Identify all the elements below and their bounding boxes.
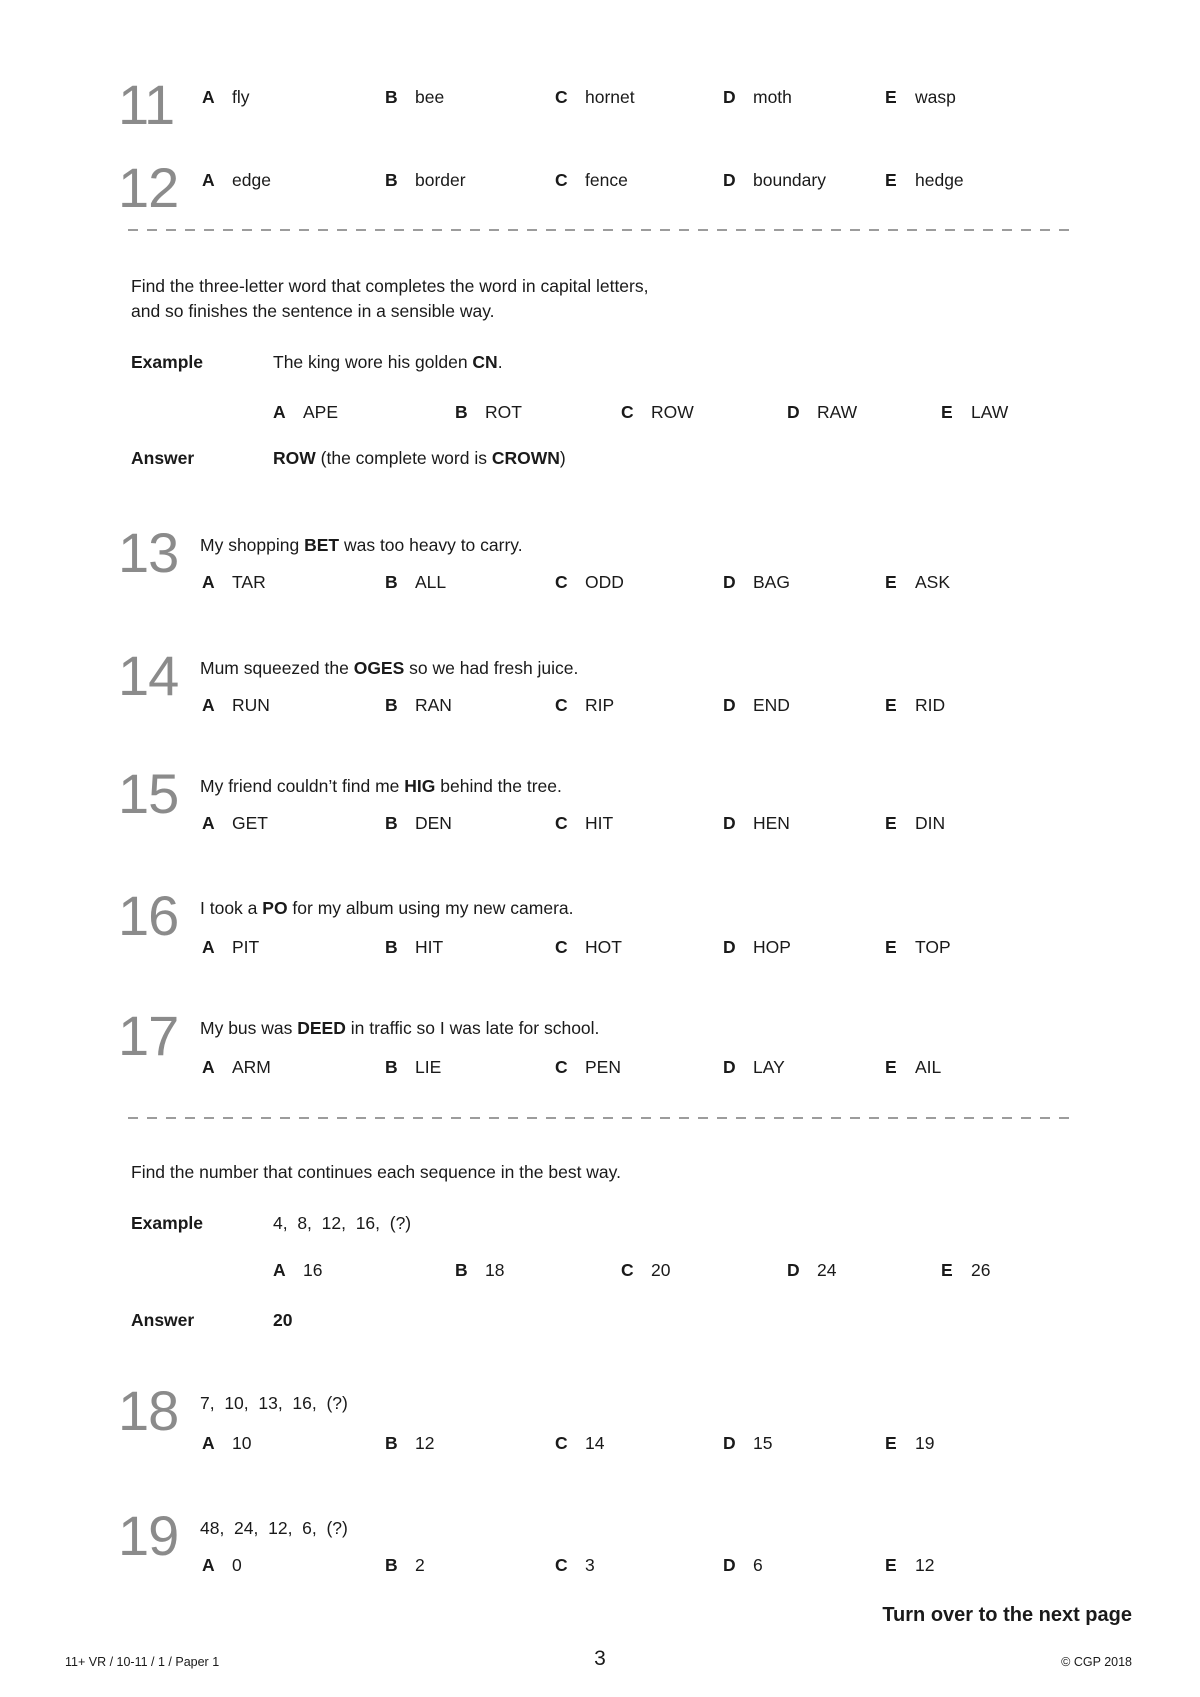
question-number: 18: [118, 1379, 179, 1442]
option-letter: C: [555, 1433, 568, 1453]
turn-over-note: Turn over to the next page: [882, 1604, 1132, 1626]
option: [555, 84, 635, 110]
option-letter: B: [385, 1555, 398, 1575]
option-letter: C: [555, 572, 568, 592]
option: [723, 1430, 772, 1456]
option: [202, 934, 259, 960]
option: [273, 1257, 322, 1283]
option-value: 2: [415, 1555, 425, 1575]
option-letter: D: [723, 1057, 736, 1077]
option-value: fly: [232, 87, 250, 107]
option-value: LIE: [415, 1057, 442, 1077]
instructions: [131, 274, 648, 324]
option: [385, 167, 466, 193]
option: [385, 84, 444, 110]
option-letter: A: [273, 402, 286, 422]
option-letter: D: [723, 813, 736, 833]
question-number: 11: [118, 73, 175, 136]
example-label: Example: [131, 352, 203, 372]
option-letter: D: [723, 1433, 736, 1453]
option-letter: E: [885, 1057, 897, 1077]
option-letter: E: [885, 937, 897, 957]
option: [787, 1257, 836, 1283]
option: [455, 399, 522, 425]
option: [555, 934, 622, 960]
option-letter: E: [885, 87, 897, 107]
option-letter: B: [455, 402, 468, 422]
option-letter: A: [202, 695, 215, 715]
option: [723, 934, 791, 960]
option-value: GET: [232, 813, 268, 833]
option: [555, 810, 613, 836]
option-letter: C: [555, 170, 568, 190]
sequence-text: 48, 24, 12, 6, (?): [200, 1518, 348, 1538]
option-value: RAW: [817, 402, 858, 422]
option: [723, 692, 790, 718]
option-letter: A: [273, 1260, 286, 1280]
option: [723, 1054, 785, 1080]
option-value: ROT: [485, 402, 522, 422]
question-number: 13: [118, 521, 179, 584]
sentence-post: for my album using my new camera.: [287, 898, 574, 918]
instruction-line: Find the three-letter word that completes the word in capital letters,: [131, 276, 649, 296]
option: [202, 1430, 251, 1456]
option: [885, 934, 951, 960]
option: [202, 84, 250, 110]
question-sentence: [200, 655, 578, 681]
option-letter: D: [723, 695, 736, 715]
option: [385, 1054, 441, 1080]
option-value: 20: [651, 1260, 671, 1280]
footer-copyright: © CGP 2018: [1061, 1655, 1132, 1669]
option: [885, 1552, 934, 1578]
option: [723, 1552, 763, 1578]
option: [885, 84, 956, 110]
option-value: ROW: [651, 402, 694, 422]
option-value: 18: [485, 1260, 505, 1280]
option-value: TAR: [232, 572, 266, 592]
option-value: RID: [915, 695, 946, 715]
option: [555, 692, 614, 718]
sentence-capital-word: BET: [304, 535, 340, 555]
example-text-bold: CN: [472, 352, 498, 372]
instruction-line: and so finishes the sentence in a sensible way.: [131, 301, 495, 321]
option-value: ALL: [415, 572, 447, 592]
section-divider: [128, 1117, 1075, 1119]
option-letter: D: [723, 170, 736, 190]
option-value: ODD: [585, 572, 624, 592]
option: [885, 810, 945, 836]
question-number: 16: [118, 884, 179, 947]
option-letter: D: [787, 1260, 800, 1280]
option-letter: D: [723, 1555, 736, 1575]
option-value: RAN: [415, 695, 452, 715]
option-value: PIT: [232, 937, 260, 957]
option-value: 6: [753, 1555, 763, 1575]
option-letter: B: [385, 87, 398, 107]
option: [202, 810, 268, 836]
sentence-pre: I took a: [200, 898, 263, 918]
answer-complete-word: CROWN: [491, 448, 560, 468]
option-letter: B: [385, 695, 398, 715]
option-value: 0: [232, 1555, 242, 1575]
option-letter: B: [385, 572, 398, 592]
option: [941, 1257, 990, 1283]
option-letter: E: [885, 572, 897, 592]
instruction-line: Find the number that continues each sequence in the best way.: [131, 1162, 621, 1182]
option-value: 24: [817, 1260, 837, 1280]
option: [723, 810, 790, 836]
option-value: LAY: [753, 1057, 785, 1077]
option-value: PEN: [585, 1057, 621, 1077]
question-number: 17: [118, 1004, 179, 1067]
option: [885, 167, 964, 193]
sentence-pre: Mum squeezed the: [200, 658, 354, 678]
option-value: hedge: [915, 170, 964, 190]
option-letter: A: [202, 937, 215, 957]
option: [555, 569, 624, 595]
option-letter: B: [455, 1260, 468, 1280]
example-text-pre: The king wore his golden: [273, 352, 473, 372]
answer-text: [273, 445, 566, 471]
option-value: 16: [303, 1260, 323, 1280]
section-divider: [128, 229, 1075, 231]
sequence-text: 7, 10, 13, 16, (?): [200, 1393, 348, 1413]
option-value: 10: [232, 1433, 252, 1453]
option-value: HOT: [585, 937, 622, 957]
option-value: 15: [753, 1433, 773, 1453]
option: [385, 692, 452, 718]
option-letter: A: [202, 170, 215, 190]
option-letter: E: [941, 402, 953, 422]
option-letter: E: [885, 695, 897, 715]
answer-label: Answer: [131, 448, 195, 468]
option: [885, 569, 950, 595]
example-text-post: .: [497, 352, 503, 372]
option-value: 12: [915, 1555, 935, 1575]
option-letter: E: [885, 170, 897, 190]
option: [555, 1054, 621, 1080]
option-letter: E: [885, 813, 897, 833]
option: [723, 569, 790, 595]
option-letter: E: [885, 1433, 897, 1453]
option: [202, 569, 266, 595]
option-value: wasp: [915, 87, 956, 107]
option-letter: B: [385, 937, 398, 957]
option-value: ASK: [915, 572, 951, 592]
option-value: ARM: [232, 1057, 271, 1077]
option-letter: A: [202, 1057, 215, 1077]
question-number: 19: [118, 1504, 179, 1567]
option: [621, 1257, 670, 1283]
question-sentence: [200, 773, 562, 799]
option-letter: C: [555, 813, 568, 833]
sentence-capital-word: DEED: [297, 1018, 346, 1038]
option-value: hornet: [585, 87, 635, 107]
option: [723, 84, 792, 110]
example-sequence: 4, 8, 12, 16, (?): [273, 1213, 412, 1233]
option: [885, 1054, 941, 1080]
option: [885, 692, 945, 718]
option: [385, 1552, 425, 1578]
option: [555, 1430, 604, 1456]
option-letter: C: [555, 87, 568, 107]
sentence-pre: My bus was: [200, 1018, 298, 1038]
question-number: 15: [118, 762, 179, 825]
option-value: 19: [915, 1433, 935, 1453]
option: [621, 399, 694, 425]
option-letter: D: [723, 572, 736, 592]
option-value: HEN: [753, 813, 790, 833]
example-text: [273, 349, 503, 375]
question-number: 14: [118, 644, 179, 707]
option-value: border: [415, 170, 466, 190]
option-value: LAW: [971, 402, 1009, 422]
option-value: HOP: [753, 937, 791, 957]
option: [385, 810, 452, 836]
sentence-post: behind the tree.: [435, 776, 562, 796]
option-letter: C: [621, 1260, 634, 1280]
option-letter: B: [385, 813, 398, 833]
option-letter: B: [385, 170, 398, 190]
option: [202, 1054, 271, 1080]
option-value: fence: [585, 170, 628, 190]
option-value: APE: [303, 402, 339, 422]
option-letter: C: [555, 1555, 568, 1575]
option-value: DEN: [415, 813, 452, 833]
option-value: HIT: [415, 937, 444, 957]
footer-paper-ref: 11+ VR / 10-11 / 1 / Paper 1: [65, 1655, 220, 1669]
option: [555, 1552, 595, 1578]
option-letter: B: [385, 1057, 398, 1077]
example-label: Example: [131, 1213, 203, 1233]
answer-word: ROW: [273, 448, 316, 468]
sentence-post: so we had fresh juice.: [404, 658, 579, 678]
option-letter: C: [555, 1057, 568, 1077]
instructions: [131, 1160, 621, 1185]
option-value: boundary: [753, 170, 826, 190]
option-letter: E: [885, 1555, 897, 1575]
option: [202, 1552, 242, 1578]
option-letter: C: [555, 937, 568, 957]
option-value: bee: [415, 87, 445, 107]
option: [202, 692, 270, 718]
option: [385, 934, 443, 960]
sentence-pre: My shopping: [200, 535, 305, 555]
option-letter: E: [941, 1260, 953, 1280]
sentence-capital-word: PO: [262, 898, 288, 918]
option-value: 12: [415, 1433, 435, 1453]
option-value: RUN: [232, 695, 270, 715]
answer-text-post: ): [559, 448, 566, 468]
option-letter: D: [787, 402, 800, 422]
option: [202, 167, 271, 193]
question-number: 12: [118, 156, 179, 219]
option-value: 26: [971, 1260, 991, 1280]
option-value: DIN: [915, 813, 946, 833]
footer-page-number: 3: [594, 1647, 606, 1670]
option-letter: D: [723, 937, 736, 957]
option-letter: C: [621, 402, 634, 422]
question-sentence: [200, 532, 523, 558]
answer-label: Answer: [131, 1310, 195, 1330]
sentence-capital-word: HIG: [404, 776, 436, 796]
option: [885, 1430, 934, 1456]
option-value: BAG: [753, 572, 790, 592]
option-letter: D: [723, 87, 736, 107]
question-sentence: [200, 895, 574, 921]
option-value: 3: [585, 1555, 595, 1575]
option: [273, 399, 338, 425]
option: [385, 1430, 434, 1456]
option-value: RIP: [585, 695, 615, 715]
sentence-capital-word: OGES: [353, 658, 405, 678]
answer-explanation: (the complete word is: [315, 448, 492, 468]
answer-text: 20: [273, 1310, 293, 1330]
option-letter: A: [202, 1433, 215, 1453]
option-value: END: [753, 695, 790, 715]
option-letter: A: [202, 572, 215, 592]
sentence-post: was too heavy to carry.: [339, 535, 523, 555]
option: [555, 167, 628, 193]
option: [787, 399, 857, 425]
option-letter: A: [202, 813, 215, 833]
option: [385, 569, 446, 595]
option-value: moth: [753, 87, 792, 107]
option-value: edge: [232, 170, 271, 190]
option-letter: A: [202, 1555, 215, 1575]
option-value: TOP: [915, 937, 951, 957]
option-letter: B: [385, 1433, 398, 1453]
option: [941, 399, 1008, 425]
option-letter: A: [202, 87, 215, 107]
sentence-pre: My friend couldn’t find me: [200, 776, 405, 796]
option: [455, 1257, 504, 1283]
option: [723, 167, 826, 193]
option-value: 14: [585, 1433, 605, 1453]
option-value: HIT: [585, 813, 614, 833]
question-sentence: [200, 1015, 599, 1041]
option-value: AIL: [915, 1057, 942, 1077]
option-letter: C: [555, 695, 568, 715]
sentence-post: in traffic so I was late for school.: [345, 1018, 600, 1038]
